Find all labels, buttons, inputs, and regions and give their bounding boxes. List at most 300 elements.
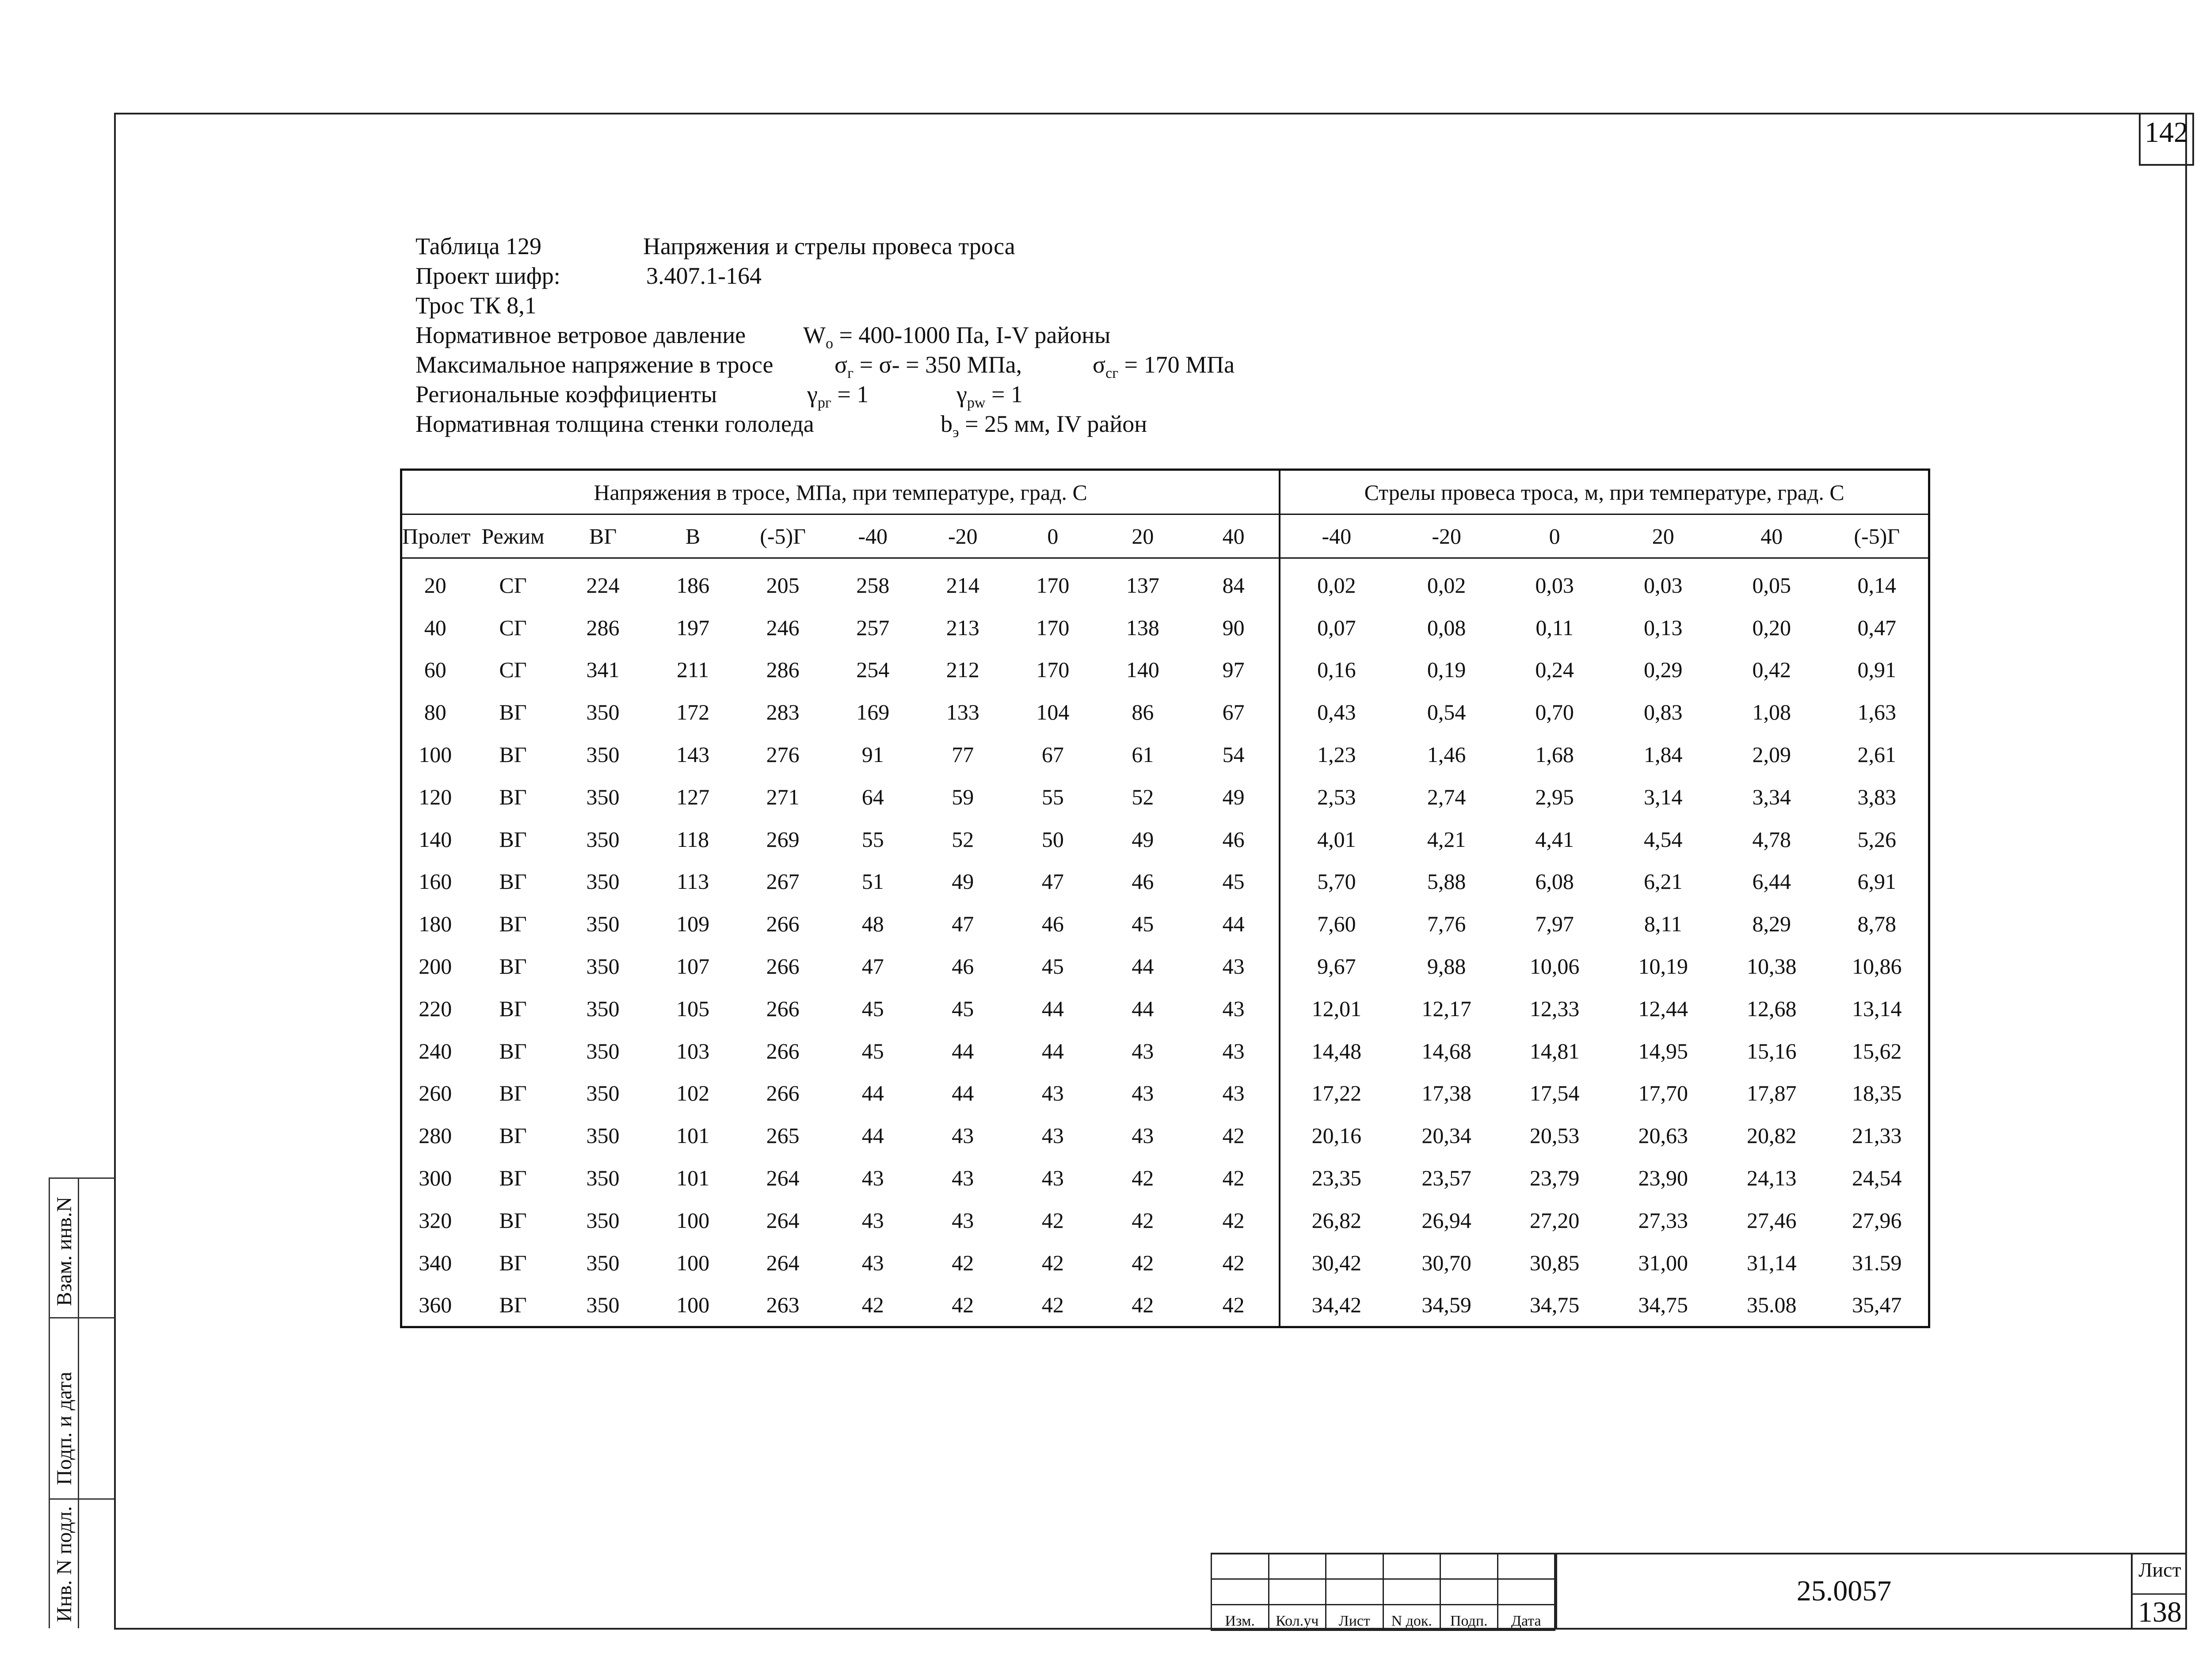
table-cell: 60 bbox=[424, 657, 446, 682]
table-cell: 30,85 bbox=[1529, 1250, 1580, 1275]
table-cell: ВГ bbox=[499, 911, 527, 937]
table-cell: 44 bbox=[952, 1081, 974, 1106]
column-header: ВГ bbox=[557, 514, 648, 558]
table-cell: 350 bbox=[586, 1250, 620, 1275]
sheet-box bbox=[2131, 1553, 2187, 1630]
table-cell: 350 bbox=[586, 1038, 620, 1063]
table-cell: 263 bbox=[766, 1292, 800, 1318]
ice-thickness-label: Нормативная толщина стенки гололеда bbox=[415, 411, 814, 437]
table-cell: 44 bbox=[861, 1081, 884, 1106]
table-cell: 34,75 bbox=[1638, 1292, 1688, 1318]
table-cell: 10,19 bbox=[1638, 954, 1688, 979]
table-cell: 77 bbox=[952, 742, 974, 767]
table-cell: 42 bbox=[1041, 1208, 1064, 1233]
table-cell: 42 bbox=[1188, 1157, 1280, 1199]
table-cell: ВГ bbox=[499, 742, 527, 767]
table-cell: 266 bbox=[766, 1038, 800, 1063]
table-cell: 211 bbox=[677, 657, 709, 682]
max-stress-label: Максимальное напряжение в тросе bbox=[415, 351, 774, 378]
table-cell: 4,41 bbox=[1535, 827, 1574, 852]
table-cell: 42 bbox=[1132, 1250, 1154, 1275]
table-row bbox=[401, 776, 1929, 818]
table-cell: 26,94 bbox=[1421, 1208, 1471, 1233]
table-cell: 258 bbox=[856, 572, 890, 598]
table-cell: 1,46 bbox=[1427, 742, 1466, 767]
table-cell: 0,11 bbox=[1536, 615, 1574, 640]
revision-column-label: Дата bbox=[1497, 1605, 1555, 1630]
table-cell: 280 bbox=[419, 1123, 452, 1148]
table-cell: 350 bbox=[586, 742, 620, 767]
table-cell: 91 bbox=[861, 742, 884, 767]
table-cell: 0,19 bbox=[1427, 657, 1466, 682]
column-header: 0 bbox=[1008, 514, 1097, 558]
table-cell: СГ bbox=[499, 657, 527, 682]
table-cell: 264 bbox=[766, 1208, 800, 1233]
table-cell: 9,67 bbox=[1317, 954, 1356, 979]
table-cell: 350 bbox=[586, 996, 620, 1021]
table-cell: 212 bbox=[946, 657, 979, 682]
table-cell: 24,54 bbox=[1852, 1166, 1902, 1191]
table-cell: 6,91 bbox=[1857, 869, 1896, 894]
table-cell: 0,20 bbox=[1752, 615, 1791, 640]
table-cell: 52 bbox=[1132, 784, 1154, 809]
table-cell: 12,17 bbox=[1421, 996, 1471, 1021]
table-cell: 46 bbox=[1041, 911, 1064, 937]
table-cell: ВГ bbox=[499, 1081, 527, 1106]
table-cell: 2,09 bbox=[1752, 742, 1791, 767]
table-cell: 50 bbox=[1041, 827, 1064, 852]
table-cell: 55 bbox=[861, 827, 884, 852]
max-stress-value-b: $\sigma_{сг} = 170$ МПа bbox=[1093, 351, 1235, 381]
table-cell: ВГ bbox=[499, 827, 527, 852]
table-cell: 138 bbox=[1126, 615, 1159, 640]
table-cell: 160 bbox=[419, 869, 452, 894]
table-cell: 44 bbox=[1041, 996, 1064, 1021]
table-cell: 118 bbox=[677, 827, 709, 852]
group-header-stress: Напряжения в тросе, МПа, при температуре, град. С bbox=[401, 470, 1280, 514]
table-cell: 170 bbox=[1036, 615, 1070, 640]
table-cell: СГ bbox=[499, 572, 527, 598]
table-cell: 17,22 bbox=[1311, 1081, 1362, 1106]
table-cell: 100 bbox=[419, 742, 452, 767]
table-cell: 42 bbox=[861, 1292, 884, 1318]
table-cell: 1,84 bbox=[1643, 742, 1683, 767]
table-cell: 20 bbox=[424, 572, 446, 598]
table-cell: 169 bbox=[856, 700, 890, 725]
table-cell: 64 bbox=[861, 784, 884, 809]
table-cell: 271 bbox=[766, 784, 800, 809]
table-cell: 43 bbox=[1188, 987, 1280, 1030]
table-cell: 7,76 bbox=[1427, 911, 1466, 937]
table-cell: 350 bbox=[586, 827, 620, 852]
table-cell: 23,79 bbox=[1529, 1166, 1580, 1191]
table-cell: ВГ bbox=[499, 1038, 527, 1063]
table-cell: 34,42 bbox=[1311, 1292, 1362, 1318]
table-cell: 34,59 bbox=[1421, 1292, 1471, 1318]
table-row bbox=[401, 1284, 1929, 1327]
table-cell: 44 bbox=[1132, 954, 1154, 979]
table-cell: 49 bbox=[1132, 827, 1154, 852]
regional-coef-a: $\gamma_{pг} = 1$ bbox=[807, 381, 869, 411]
table-cell: 46 bbox=[1188, 818, 1280, 861]
revision-column-label: Лист bbox=[1326, 1605, 1383, 1630]
column-header: В bbox=[648, 514, 738, 558]
table-row bbox=[401, 691, 1929, 733]
table-cell: 101 bbox=[676, 1123, 710, 1148]
table-cell: 350 bbox=[586, 1208, 620, 1233]
table-cell: 0,43 bbox=[1317, 700, 1356, 725]
table-cell: 43 bbox=[952, 1208, 974, 1233]
table-cell: 7,60 bbox=[1317, 911, 1356, 937]
table-cell: 43 bbox=[952, 1123, 974, 1148]
table-cell: 140 bbox=[1126, 657, 1159, 682]
column-header: -20 bbox=[1392, 514, 1500, 558]
table-cell: 42 bbox=[1132, 1208, 1154, 1233]
table-cell: 10,86 bbox=[1852, 954, 1902, 979]
table-cell: 24,13 bbox=[1747, 1166, 1797, 1191]
table-cell: 0,05 bbox=[1752, 572, 1791, 598]
strip-label-inventory: Инв. N подл. bbox=[53, 1506, 76, 1622]
table-cell: 350 bbox=[586, 784, 620, 809]
table-cell: 0,14 bbox=[1857, 572, 1896, 598]
table-cell: 40 bbox=[424, 615, 446, 640]
table-cell: ВГ bbox=[499, 784, 527, 809]
table-cell: 269 bbox=[766, 827, 800, 852]
table-cell: 67 bbox=[1188, 691, 1280, 733]
table-row bbox=[401, 1114, 1929, 1157]
table-row bbox=[401, 861, 1929, 903]
table-cell: 213 bbox=[946, 615, 979, 640]
table-cell: 8,29 bbox=[1752, 911, 1791, 937]
table-cell: 8,78 bbox=[1857, 911, 1896, 937]
table-cell: 43 bbox=[1188, 1030, 1280, 1072]
table-cell: 3,83 bbox=[1857, 784, 1896, 809]
max-stress-value-a: $\sigma_г = \sigma- = 350$ МПа, bbox=[834, 351, 1022, 381]
table-cell: 254 bbox=[856, 657, 890, 682]
table-cell: 47 bbox=[952, 911, 974, 937]
project-code-value: 3.407.1-164 bbox=[646, 263, 762, 289]
table-cell: 224 bbox=[586, 572, 620, 598]
table-cell: 45 bbox=[861, 1038, 884, 1063]
table-cell: 45 bbox=[952, 996, 974, 1021]
table-cell: 42 bbox=[1188, 1199, 1280, 1242]
table-cell: 0,42 bbox=[1752, 657, 1791, 682]
table-cell: 266 bbox=[766, 911, 800, 937]
table-cell: 45 bbox=[1041, 954, 1064, 979]
table-cell: 17,70 bbox=[1638, 1081, 1688, 1106]
table-cell: 31,14 bbox=[1747, 1250, 1797, 1275]
binding-strip-rule bbox=[49, 1317, 114, 1318]
table-cell: 2,61 bbox=[1857, 742, 1896, 767]
table-cell: 51 bbox=[861, 869, 884, 894]
table-cell: 18,35 bbox=[1852, 1081, 1902, 1106]
table-cell: 27,33 bbox=[1638, 1208, 1688, 1233]
wind-pressure-value: $W_о = 400-1000$ Па, I-V районы bbox=[803, 322, 1111, 352]
table-cell: ВГ bbox=[499, 700, 527, 725]
table-row bbox=[401, 1157, 1929, 1199]
table-cell: 67 bbox=[1041, 742, 1064, 767]
project-code-label: Проект шифр: bbox=[415, 263, 560, 289]
column-header: -20 bbox=[918, 514, 1008, 558]
table-cell: 42 bbox=[1041, 1250, 1064, 1275]
revision-column-label: N док. bbox=[1383, 1605, 1440, 1630]
table-cell: 12,01 bbox=[1311, 996, 1362, 1021]
table-cell: 350 bbox=[586, 954, 620, 979]
table-row bbox=[401, 606, 1929, 649]
table-cell: 350 bbox=[586, 869, 620, 894]
table-cell: 10,06 bbox=[1529, 954, 1580, 979]
wind-pressure-label: Нормативное ветровое давление bbox=[415, 322, 746, 348]
table-cell: 0,02 bbox=[1317, 572, 1356, 598]
table-cell: 17,87 bbox=[1747, 1081, 1797, 1106]
table-cell: 197 bbox=[676, 615, 710, 640]
revision-column-label: Подп. bbox=[1440, 1605, 1498, 1630]
page-number: 142 bbox=[2145, 116, 2188, 149]
table-cell: 44 bbox=[1041, 1038, 1064, 1063]
table-cell: 107 bbox=[676, 954, 710, 979]
table-cell: 186 bbox=[676, 572, 710, 598]
sheet-number: 138 bbox=[2133, 1593, 2187, 1629]
table-cell: 7,97 bbox=[1535, 911, 1574, 937]
table-cell: 266 bbox=[766, 1081, 800, 1106]
table-cell: 84 bbox=[1188, 558, 1280, 606]
table-cell: 14,48 bbox=[1311, 1038, 1362, 1063]
table-cell: 350 bbox=[586, 1166, 620, 1191]
table-cell: ВГ bbox=[499, 954, 527, 979]
table-cell: ВГ bbox=[499, 1123, 527, 1148]
table-cell: 127 bbox=[676, 784, 710, 809]
table-row bbox=[401, 1072, 1929, 1115]
table-cell: 42 bbox=[1188, 1114, 1280, 1157]
table-cell: 350 bbox=[586, 1123, 620, 1148]
column-header: 40 bbox=[1718, 514, 1825, 558]
table-cell: 47 bbox=[861, 954, 884, 979]
table-cell: 5,88 bbox=[1427, 869, 1466, 894]
table-cell: 246 bbox=[766, 615, 800, 640]
table-cell: 21,33 bbox=[1852, 1123, 1902, 1148]
table-cell: 14,68 bbox=[1421, 1038, 1471, 1063]
table-cell: 45 bbox=[1188, 861, 1280, 903]
table-cell: 86 bbox=[1132, 700, 1154, 725]
table-cell: 10,38 bbox=[1747, 954, 1797, 979]
table-cell: 0,03 bbox=[1535, 572, 1574, 598]
table-cell: 172 bbox=[676, 700, 710, 725]
table-cell: 103 bbox=[676, 1038, 710, 1063]
table-cell: 4,01 bbox=[1317, 827, 1356, 852]
table-label: Таблица 129 bbox=[415, 233, 541, 259]
table-cell: 3,34 bbox=[1752, 784, 1791, 809]
table-cell: 350 bbox=[586, 911, 620, 937]
revision-grid bbox=[1211, 1553, 1555, 1631]
table-cell: 61 bbox=[1132, 742, 1154, 767]
table-cell: 49 bbox=[1188, 776, 1280, 818]
table-cell: 54 bbox=[1188, 733, 1280, 776]
table-cell: СГ bbox=[499, 615, 527, 640]
table-cell: 341 bbox=[586, 657, 620, 682]
table-cell: 2,95 bbox=[1535, 784, 1574, 809]
stress-sag-table bbox=[400, 469, 1930, 1328]
table-cell: 260 bbox=[419, 1081, 452, 1106]
table-cell: 0,07 bbox=[1317, 615, 1356, 640]
table-cell: 30,70 bbox=[1421, 1250, 1471, 1275]
table-cell: 240 bbox=[419, 1038, 452, 1063]
table-cell: 20,16 bbox=[1311, 1123, 1362, 1148]
table-cell: 20,82 bbox=[1747, 1123, 1797, 1148]
binding-strip-divider bbox=[78, 1177, 79, 1628]
table-cell: 47 bbox=[1041, 869, 1064, 894]
table-cell: ВГ bbox=[499, 1250, 527, 1275]
table-cell: 4,54 bbox=[1643, 827, 1683, 852]
table-cell: 2,53 bbox=[1317, 784, 1356, 809]
table-cell: 0,47 bbox=[1857, 615, 1896, 640]
table-cell: 27,46 bbox=[1747, 1208, 1797, 1233]
table-cell: 1,68 bbox=[1535, 742, 1574, 767]
column-header: (-5)Г bbox=[738, 514, 828, 558]
table-cell: 1,08 bbox=[1752, 700, 1791, 725]
table-cell: 43 bbox=[952, 1166, 974, 1191]
table-cell: 257 bbox=[856, 615, 890, 640]
table-cell: 170 bbox=[1036, 572, 1070, 598]
table-cell: 6,44 bbox=[1752, 869, 1791, 894]
table-cell: 100 bbox=[676, 1250, 710, 1275]
table-cell: 133 bbox=[946, 700, 979, 725]
table-cell: 220 bbox=[419, 996, 452, 1021]
table-cell: 350 bbox=[586, 700, 620, 725]
table-cell: 100 bbox=[676, 1292, 710, 1318]
regional-coef-b: $\gamma_{pw} = 1$ bbox=[956, 381, 1023, 411]
table-cell: 9,88 bbox=[1427, 954, 1466, 979]
table-cell: 43 bbox=[861, 1166, 884, 1191]
table-cell: 6,21 bbox=[1643, 869, 1683, 894]
table-cell: 43 bbox=[861, 1250, 884, 1275]
table-cell: 30,42 bbox=[1311, 1250, 1362, 1275]
cable-type: Трос ТК 8,1 bbox=[415, 292, 537, 319]
table-row bbox=[401, 903, 1929, 945]
table-cell: 267 bbox=[766, 869, 800, 894]
column-header: -40 bbox=[828, 514, 918, 558]
table-cell: 265 bbox=[766, 1123, 800, 1148]
table-cell: 97 bbox=[1188, 649, 1280, 691]
table-cell: 27,96 bbox=[1852, 1208, 1902, 1233]
table-cell: 264 bbox=[766, 1250, 800, 1275]
table-cell: 23,90 bbox=[1638, 1166, 1688, 1191]
table-cell: 80 bbox=[424, 700, 446, 725]
column-header: Пролет bbox=[401, 514, 469, 558]
table-row bbox=[401, 1199, 1929, 1242]
table-cell: 205 bbox=[766, 572, 800, 598]
table-cell: 23,57 bbox=[1421, 1166, 1471, 1191]
document-code: 25.0057 bbox=[1555, 1553, 2131, 1630]
table-cell: 59 bbox=[952, 784, 974, 809]
table-cell: 46 bbox=[952, 954, 974, 979]
table-cell: 1,63 bbox=[1857, 700, 1896, 725]
table-cell: 5,70 bbox=[1317, 869, 1356, 894]
table-cell: 45 bbox=[1132, 911, 1154, 937]
table-cell: 42 bbox=[952, 1250, 974, 1275]
table-cell: 137 bbox=[1126, 572, 1159, 598]
table-cell: 42 bbox=[1132, 1292, 1154, 1318]
table-cell: 42 bbox=[952, 1292, 974, 1318]
table-cell: 0,13 bbox=[1643, 615, 1683, 640]
column-header: Режим bbox=[469, 514, 558, 558]
table-cell: 0,29 bbox=[1643, 657, 1683, 682]
table-cell: 113 bbox=[677, 869, 709, 894]
group-header-sag: Стрелы провеса троса, м, при температуре, град. С bbox=[1280, 470, 1929, 514]
table-cell: 0,70 bbox=[1535, 700, 1574, 725]
table-cell: 6,08 bbox=[1535, 869, 1574, 894]
table-cell: 283 bbox=[766, 700, 800, 725]
ice-thickness-value: $b_э = 25$ мм, IV район bbox=[941, 411, 1147, 441]
table-cell: 109 bbox=[676, 911, 710, 937]
table-row bbox=[401, 733, 1929, 776]
table-cell: 15,62 bbox=[1852, 1038, 1902, 1063]
table-cell: 20,34 bbox=[1421, 1123, 1471, 1148]
table-cell: 26,82 bbox=[1311, 1208, 1362, 1233]
table-cell: 3,14 bbox=[1643, 784, 1683, 809]
table-cell: 200 bbox=[419, 954, 452, 979]
table-cell: 12,44 bbox=[1638, 996, 1688, 1021]
table-row bbox=[401, 987, 1929, 1030]
table-cell: 43 bbox=[1188, 945, 1280, 987]
strip-label-signature: Подп. и дата bbox=[53, 1371, 76, 1485]
table-title: Напряжения и стрелы провеса троса bbox=[643, 233, 1015, 259]
binding-strip-rule bbox=[49, 1498, 114, 1500]
table-cell: 143 bbox=[676, 742, 710, 767]
table-cell: 4,78 bbox=[1752, 827, 1791, 852]
table-cell: 266 bbox=[766, 954, 800, 979]
table-cell: 35.08 bbox=[1747, 1292, 1797, 1318]
table-row bbox=[401, 818, 1929, 861]
table-cell: 180 bbox=[419, 911, 452, 937]
table-cell: 4,21 bbox=[1427, 827, 1466, 852]
table-cell: 17,38 bbox=[1421, 1081, 1471, 1106]
table-cell: 15,16 bbox=[1747, 1038, 1797, 1063]
column-header: (-5)Г bbox=[1826, 514, 1929, 558]
table-row bbox=[401, 1242, 1929, 1284]
table-cell: 8,11 bbox=[1644, 911, 1682, 937]
table-cell: 44 bbox=[1132, 996, 1154, 1021]
table-cell: 12,33 bbox=[1529, 996, 1580, 1021]
table-cell: 44 bbox=[1188, 903, 1280, 945]
table-cell: 43 bbox=[1132, 1081, 1154, 1106]
table-cell: 49 bbox=[952, 869, 974, 894]
table-cell: 264 bbox=[766, 1166, 800, 1191]
table-cell: 34,75 bbox=[1529, 1292, 1580, 1318]
table-cell: 0,03 bbox=[1643, 572, 1683, 598]
table-cell: 120 bbox=[419, 784, 452, 809]
table-cell: ВГ bbox=[499, 996, 527, 1021]
revision-column-label: Кол.уч bbox=[1269, 1605, 1326, 1630]
table-cell: 31,00 bbox=[1638, 1250, 1688, 1275]
table-cell: 0,83 bbox=[1643, 700, 1683, 725]
table-cell: 35,47 bbox=[1852, 1292, 1902, 1318]
table-cell: ВГ bbox=[499, 869, 527, 894]
column-header: 20 bbox=[1608, 514, 1718, 558]
table-cell: 90 bbox=[1188, 606, 1280, 649]
table-cell: 360 bbox=[419, 1292, 452, 1318]
table-cell: 5,26 bbox=[1857, 827, 1896, 852]
table-cell: 300 bbox=[419, 1166, 452, 1191]
table-cell: 17,54 bbox=[1529, 1081, 1580, 1106]
table-cell: 27,20 bbox=[1529, 1208, 1580, 1233]
table-cell: 55 bbox=[1041, 784, 1064, 809]
table-cell: 350 bbox=[586, 1081, 620, 1106]
column-header: -40 bbox=[1280, 514, 1392, 558]
table-cell: 46 bbox=[1132, 869, 1154, 894]
table-cell: 43 bbox=[1132, 1123, 1154, 1148]
table-cell: 31.59 bbox=[1852, 1250, 1902, 1275]
table-cell: ВГ bbox=[499, 1292, 527, 1318]
